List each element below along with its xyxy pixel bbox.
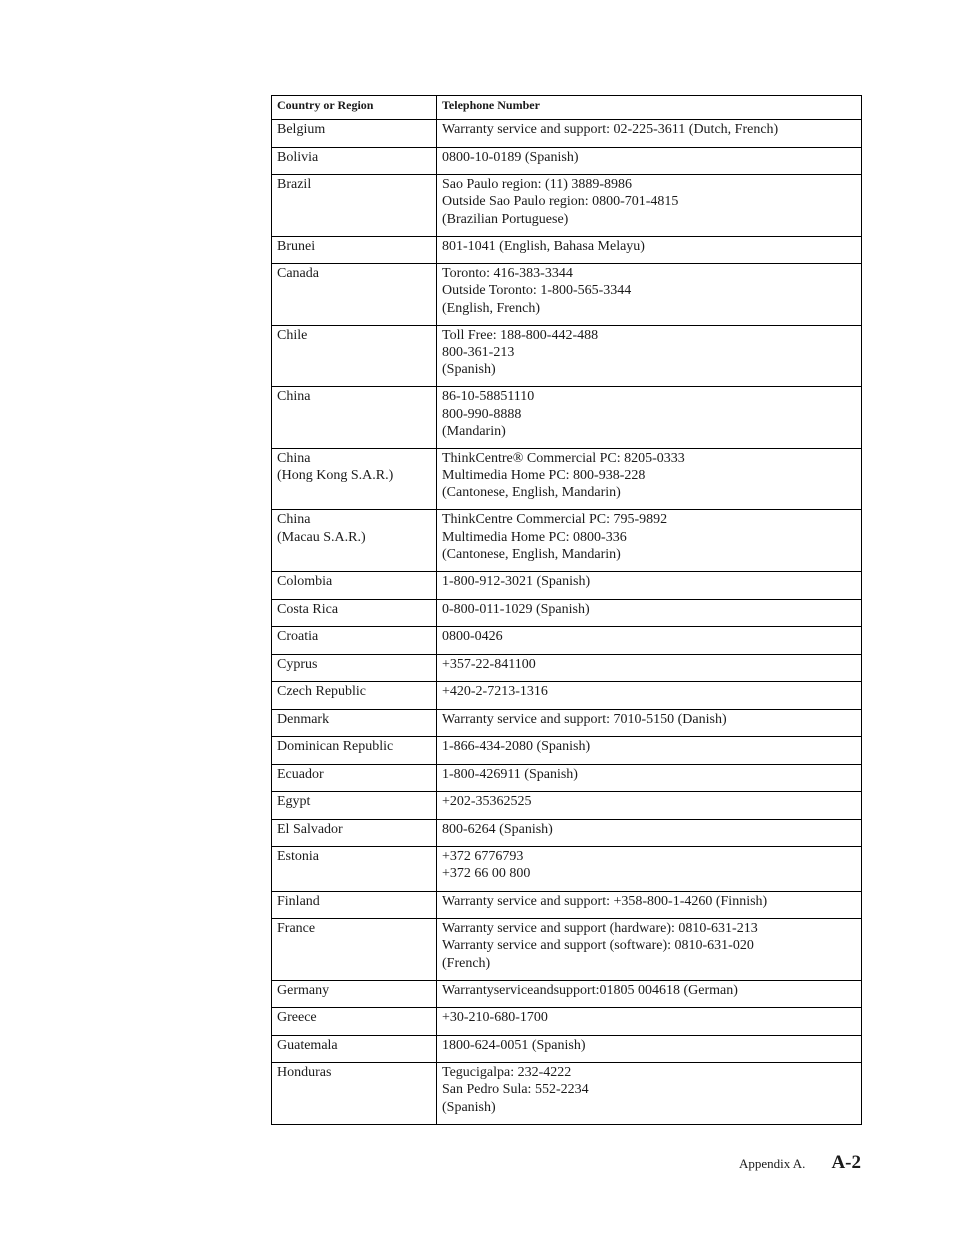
telephone-text: +202-35362525 — [442, 794, 532, 810]
telephone-text: +30-210-680-1700 — [442, 1010, 548, 1026]
country-text: Belgium — [277, 122, 326, 137]
country-cell — [272, 599, 437, 627]
telephone-text: (Brazilian Portuguese) — [442, 211, 569, 227]
table-row — [272, 1063, 862, 1125]
telephone-text: 801-1041 (English, Bahasa Melayu) — [442, 238, 645, 254]
telephone-text: Warranty service and support: 7010-5150 (Danish) — [442, 711, 727, 727]
telephone-text: (French) — [442, 955, 491, 971]
country-cell — [272, 236, 437, 264]
telephone-cell — [437, 1008, 862, 1036]
telephone-text: 0800-10-0189 (Spanish) — [442, 149, 579, 165]
country-cell — [272, 1035, 437, 1063]
telephone-text: +372 6776793 — [442, 849, 524, 865]
telephone-text: +357-22-841100 — [442, 656, 536, 672]
telephone-text: San Pedro Sula: 552-2234 — [442, 1082, 589, 1098]
table-row — [272, 325, 862, 387]
telephone-cell — [437, 654, 862, 682]
table-row — [272, 627, 862, 655]
country-cell — [272, 120, 437, 148]
table-row — [272, 792, 862, 820]
telephone-table — [271, 95, 862, 1125]
telephone-text: Outside Sao Paulo region: 0800-701-4815 — [442, 194, 679, 210]
telephone-text: Outside Toronto: 1-800-565-3344 — [442, 283, 632, 299]
telephone-cell — [437, 325, 862, 387]
table-row — [272, 120, 862, 148]
country-cell — [272, 891, 437, 919]
country-cell — [272, 980, 437, 1008]
telephone-text: Warranty service and support (software): 0810-631-020 — [442, 938, 754, 954]
country-cell — [272, 709, 437, 737]
telephone-text: Warrantyserviceandsupport:01805 004618 (German) — [442, 982, 738, 998]
country-text: Estonia — [277, 849, 319, 865]
country-text: Chile — [277, 327, 308, 343]
telephone-text: +372 66 00 800 — [442, 866, 531, 882]
table-row — [272, 1008, 862, 1036]
telephone-cell — [437, 120, 862, 148]
telephone-cell — [437, 737, 862, 765]
telephone-cell — [437, 819, 862, 847]
country-text: Greece — [277, 1010, 317, 1026]
country-cell — [272, 448, 437, 510]
telephone-cell — [437, 599, 862, 627]
telephone-cell — [437, 980, 862, 1008]
telephone-cell — [437, 387, 862, 449]
country-cell — [272, 654, 437, 682]
column-header-telephone: Telephone Number — [437, 96, 862, 120]
table-row — [272, 980, 862, 1008]
telephone-text: 86-10-58851110 — [442, 389, 535, 405]
telephone-text: (Cantonese, English, Mandarin) — [442, 485, 621, 501]
telephone-cell — [437, 1063, 862, 1125]
telephone-cell — [437, 264, 862, 326]
telephone-text: 1-866-434-2080 (Spanish) — [442, 739, 591, 755]
telephone-cell — [437, 792, 862, 820]
telephone-text: Warranty service and support: +358-800-1-4260 (Finnish) — [442, 893, 768, 909]
table-body — [272, 120, 862, 1125]
telephone-text: Toronto: 416-383-3344 — [442, 266, 573, 282]
telephone-text: 0-800-011-1029 (Spanish) — [442, 601, 590, 617]
telephone-text: (Cantonese, English, Mandarin) — [442, 547, 621, 563]
country-text: Finland — [277, 893, 320, 909]
telephone-cell — [437, 1035, 862, 1063]
telephone-cell — [437, 709, 862, 737]
telephone-text: (Mandarin) — [442, 423, 506, 439]
table-row — [272, 709, 862, 737]
table-row — [272, 264, 862, 326]
country-cell — [272, 325, 437, 387]
country-cell — [272, 1008, 437, 1036]
country-text: Guatemala — [277, 1037, 338, 1053]
telephone-cell — [437, 510, 862, 572]
country-cell — [272, 1063, 437, 1125]
table-header-row — [272, 96, 862, 120]
country-cell — [272, 737, 437, 765]
country-text: Colombia — [277, 574, 333, 590]
country-cell — [272, 175, 437, 237]
telephone-cell — [437, 448, 862, 510]
table-row — [272, 448, 862, 510]
telephone-text: ThinkCentre Commercial PC: 795-9892 — [442, 512, 668, 528]
country-text: (Hong Kong S.A.R.) — [277, 468, 394, 484]
page-number: A-2 — [831, 1152, 861, 1173]
country-text: China — [277, 450, 311, 466]
telephone-text: Warranty service and support (hardware): 0810-631-213 — [442, 921, 758, 937]
table-row — [272, 572, 862, 600]
country-text: Egypt — [277, 794, 311, 810]
table-row — [272, 236, 862, 264]
telephone-text: Warranty service and support: 02-225-3611 (Dutch, French) — [442, 122, 779, 137]
country-text: Germany — [277, 982, 330, 998]
table-row — [272, 387, 862, 449]
table-row — [272, 847, 862, 892]
telephone-text: +420-2-7213-1316 — [442, 684, 548, 700]
country-cell — [272, 682, 437, 710]
country-text: Brazil — [277, 177, 312, 192]
table-row — [272, 175, 862, 237]
country-cell — [272, 792, 437, 820]
country-cell — [272, 627, 437, 655]
country-text: Dominican Republic — [277, 739, 394, 755]
table-row — [272, 919, 862, 981]
table-row — [272, 1035, 862, 1063]
telephone-cell — [437, 682, 862, 710]
telephone-text: Toll Free: 188-800-442-488 — [442, 327, 599, 343]
table-row — [272, 891, 862, 919]
telephone-text: (Spanish) — [442, 1099, 496, 1115]
country-cell — [272, 147, 437, 175]
telephone-cell — [437, 891, 862, 919]
telephone-cell — [437, 147, 862, 175]
telephone-text: 1800-624-0051 (Spanish) — [442, 1037, 586, 1053]
telephone-cell — [437, 175, 862, 237]
telephone-cell — [437, 572, 862, 600]
country-text: Cyprus — [277, 656, 318, 672]
country-text: Canada — [277, 266, 319, 282]
telephone-text: ThinkCentre® Commercial PC: 8205-0333 — [442, 450, 685, 466]
table-row — [272, 147, 862, 175]
footer-section-label: Appendix A. — [738, 1156, 806, 1171]
table-row — [272, 682, 862, 710]
country-text: Brunei — [277, 238, 316, 254]
country-cell — [272, 919, 437, 981]
country-text: El Salvador — [277, 821, 343, 837]
table-row — [272, 510, 862, 572]
telephone-cell — [437, 919, 862, 981]
country-text: France — [277, 921, 316, 937]
table-row — [272, 819, 862, 847]
telephone-cell — [437, 627, 862, 655]
telephone-text: Sao Paulo region: (11) 3889-8986 — [442, 177, 633, 192]
country-cell — [272, 572, 437, 600]
table-row — [272, 654, 862, 682]
country-text: Bolivia — [277, 149, 319, 165]
country-text: Denmark — [277, 711, 330, 727]
telephone-text: Multimedia Home PC: 0800-336 — [442, 529, 627, 545]
page-footer — [739, 1152, 861, 1174]
column-header-country: Country or Region — [272, 96, 437, 120]
country-cell — [272, 387, 437, 449]
telephone-text: (Spanish) — [442, 362, 496, 378]
country-text: China — [277, 512, 311, 528]
telephone-text: 1-800-912-3021 (Spanish) — [442, 574, 591, 590]
telephone-cell — [437, 764, 862, 792]
telephone-text: 0800-0426 — [442, 629, 503, 645]
country-cell — [272, 764, 437, 792]
table-row — [272, 599, 862, 627]
telephone-text: 800-990-8888 — [442, 406, 522, 422]
telephone-text: Multimedia Home PC: 800-938-228 — [442, 468, 646, 484]
country-cell — [272, 264, 437, 326]
country-text: (Macau S.A.R.) — [277, 529, 366, 545]
country-cell — [272, 847, 437, 892]
country-text: Croatia — [277, 629, 319, 645]
telephone-cell — [437, 236, 862, 264]
telephone-text: 800-361-213 — [442, 344, 515, 360]
telephone-cell — [437, 847, 862, 892]
country-text: Honduras — [277, 1065, 332, 1081]
telephone-text: 800-6264 (Spanish) — [442, 821, 553, 837]
country-text: Czech Republic — [277, 684, 367, 700]
table-row — [272, 737, 862, 765]
telephone-text: 1-800-426911 (Spanish) — [442, 766, 578, 782]
telephone-text: (English, French) — [442, 300, 540, 316]
telephone-text: Tegucigalpa: 232-4222 — [442, 1065, 572, 1081]
country-text: China — [277, 389, 311, 405]
country-cell — [272, 819, 437, 847]
table-row — [272, 764, 862, 792]
country-cell — [272, 510, 437, 572]
country-text: Costa Rica — [277, 601, 339, 617]
country-text: Ecuador — [277, 766, 324, 782]
